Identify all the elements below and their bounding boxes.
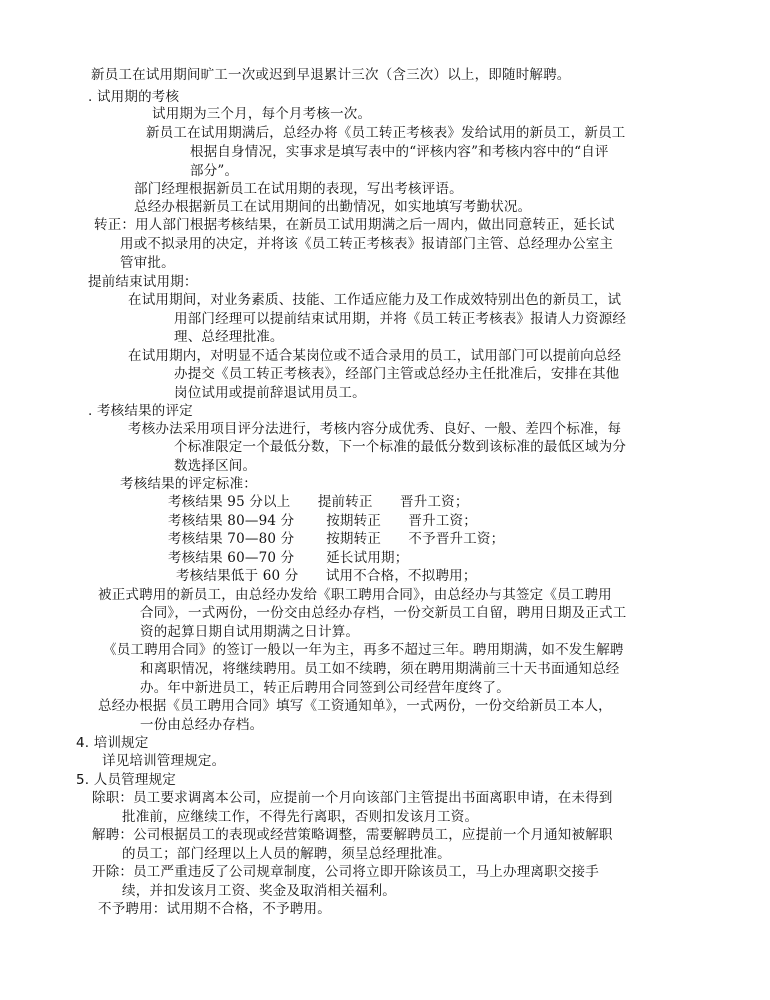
text-line: 办。年中新进员工，转正后聘用合同签到公司经营年度终了。 [140, 680, 510, 696]
text-line: 合同》，一式两份，一份交由总经办存档，一份交新员工自留，聘用日期及正式工 [140, 605, 627, 621]
text-line: 在试用期内，对明显不适合某岗位或不适合录用的员工，试用部门可以提前向总经 [128, 348, 622, 364]
text-line: 详见培训管理规定。 [102, 753, 226, 769]
score-line: 考核结果 70—80 分 按期转正 不予晋升工资； [168, 531, 505, 547]
text-line: 被正式聘用的新员工，由总经办发给《职工聘用合同》，由总经办与其签定《员工聘用 [98, 587, 612, 603]
text-line: 试用期为三个月，每个月考核一次。 [152, 106, 372, 122]
score-line: 考核结果 60—70 分 延长试用期； [168, 550, 409, 566]
text-line: 一份由总经办存档。 [140, 717, 264, 733]
text-line: 提前结束试用期： [88, 274, 198, 290]
text-line: 用部门经理可以提前结束试用期，并将《员工转正考核表》报请人力资源经 [174, 311, 627, 327]
text-line: 转正：用人部门根据考核结果，在新员工试用期满之后一周内，做出同意转正，延长试 [94, 217, 615, 233]
text-line: 数选择区间。 [174, 458, 257, 474]
text-line: 批准前，应继续工作，不得先行离职，否则扣发该月工资。 [122, 809, 479, 825]
text-line: 除职：员工要求调离本公司，应提前一个月向该部门主管提出书面离职申请，在未得到 [92, 790, 613, 806]
text-line: 部门经理根据新员工在试用期的表现，写出考核评语。 [134, 181, 463, 197]
text-line: 根据自身情况，实事求是填写表中的“评核内容”和考核内容中的“自评 [190, 144, 609, 160]
text-line: 岗位试用或提前辞退试用员工。 [174, 385, 366, 401]
text-line: 考核结果的评定标准： [120, 476, 257, 492]
text-line: 的员工；部门经理以上人员的解聘，须呈总经理批准。 [122, 846, 451, 862]
text-line: 《员工聘用合同》的签订一般以一年为主，再多不超过三年。聘用期满，如不发生解聘 [103, 642, 624, 658]
text-line: 资的起算日期自试用期满之日计算。 [140, 624, 360, 640]
section-heading: . 试用期的考核 [88, 89, 180, 105]
section-heading: . 考核结果的评定 [88, 403, 193, 419]
text-line: 开除：员工严重违反了公司规章制度，公司将立即开除该员工，马上办理离职交接手 [92, 864, 599, 880]
text-line: 续，并扣发该月工资、奖金及取消相关福利。 [122, 883, 396, 899]
text-line: 总经办根据《员工聘用合同》填写《工资通知单》，一式两份，一份交给新员工本人， [98, 698, 612, 714]
score-line: 考核结果 95 分以上 提前转正 晋升工资； [168, 494, 469, 510]
score-line: 考核结果 80—94 分 按期转正 晋升工资； [168, 513, 477, 529]
section-heading: 4. 培训规定 [76, 735, 149, 751]
text-line: 新员工在试用期满后，总经办将《员工转正考核表》发给试用的新员工，新员工 [146, 125, 626, 141]
text-line: 新员工在试用期间旷工一次或迟到早退累计三次（含三次）以上，即随时解聘。 [91, 67, 571, 83]
text-line: 不予聘用：试用期不合格，不予聘用。 [98, 901, 331, 917]
text-line: 在试用期间，对业务素质、技能、工作适应能力及工作成效特别出色的新员工，试 [128, 292, 622, 308]
text-line: 总经办根据新员工在试用期间的出勤情况，如实地填写考勤状况。 [134, 199, 532, 215]
text-line: 用或不拟录用的决定，并将该《员工转正考核表》报请部门主管、总经理办公室主 [120, 236, 614, 252]
text-line: 个标准限定一个最低分数，下一个标准的最低分数到该标准的最低区域为分 [174, 439, 627, 455]
text-line: 管审批。 [120, 255, 175, 271]
section-heading: 5. 人员管理规定 [76, 772, 176, 788]
text-line: 考核办法采用项目评分法进行，考核内容分成优秀、良好、一般、差四个标准，每 [128, 421, 622, 437]
text-line: 解聘：公司根据员工的表现或经营策略调整，需要解聘员工，应提前一个月通知被解职 [92, 827, 613, 843]
text-line: 办提交《员工转正考核表》，经部门主管或总经办主任批准后，安排在其他 [174, 366, 620, 382]
text-line: 部分”。 [190, 163, 239, 179]
score-line: 考核结果低于 60 分 试用不合格，不拟聘用； [176, 568, 477, 584]
text-line: 理、总经理批准。 [174, 329, 284, 345]
text-line: 和离职情况，将继续聘用。员工如不续聘，须在聘用期满前三十天书面通知总经 [140, 661, 620, 677]
